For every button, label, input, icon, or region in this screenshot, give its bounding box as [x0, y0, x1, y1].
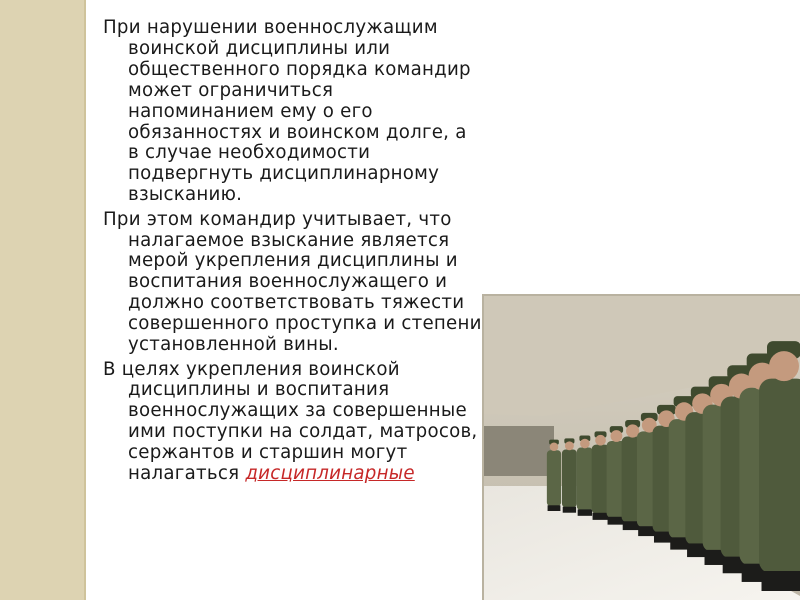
paragraph-3 [103, 360, 483, 485]
paragraph-1: При нарушении военнослужащим воинской дисциплины или общественного порядка командир может ограничиться напоминанием ему о его обязанностях и воинском долге, а в случае необходимости подвергнуть дисциплинарному взысканию. [103, 17, 471, 206]
photo-far-wall [484, 426, 554, 476]
sidebar-decoration [0, 0, 86, 600]
paragraph-2: При этом командир учитывает, что налагаемое взыскание является мерой укрепления дисциплины и воспитания военнослужащего и должно соответствовать тяжести совершенного проступка и степени установленной вины. [103, 208, 482, 356]
soldiers-photo [482, 294, 800, 600]
highlight-link[interactable]: дисциплинарные [245, 463, 415, 485]
paragraph-3-text: В целях укрепления воинской дисциплины и воспитания военнослужащих за совершенные ими поступки на солдат, матросов, сержантов и старшин могут налагаться [103, 358, 478, 485]
slide-text [103, 18, 483, 488]
